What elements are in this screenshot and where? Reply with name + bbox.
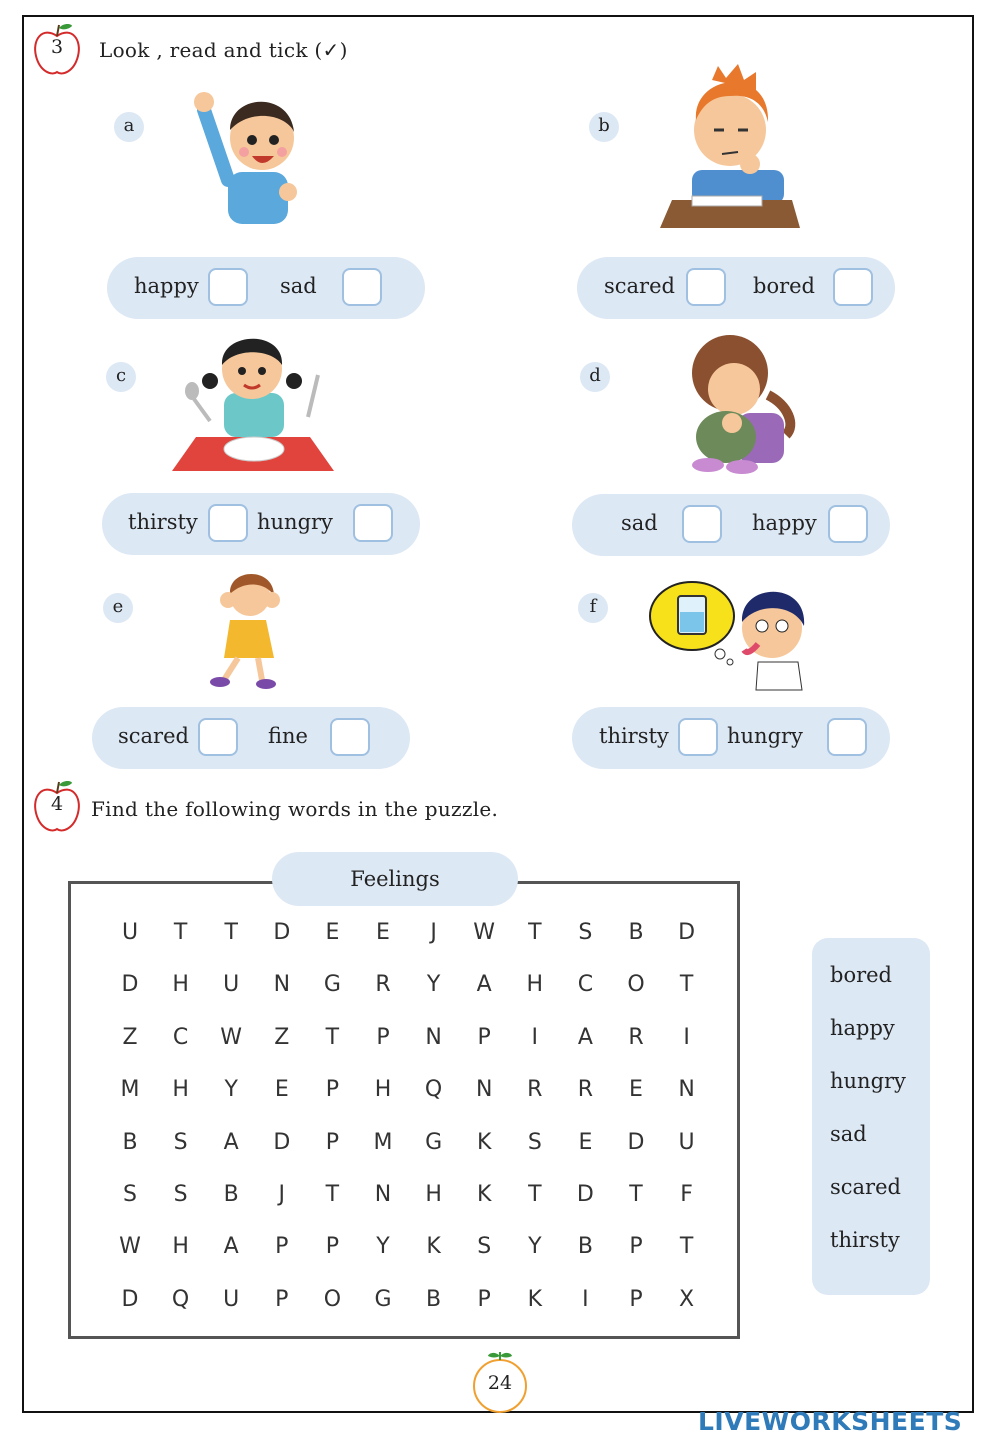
- grid-letter[interactable]: S: [578, 920, 593, 945]
- boy-cheering-image: [190, 80, 320, 232]
- grid-letter[interactable]: T: [528, 920, 542, 945]
- grid-letter[interactable]: N: [678, 1077, 695, 1103]
- grid-letter[interactable]: K: [476, 1129, 492, 1155]
- exercise-number: 4: [50, 793, 64, 815]
- grid-letter[interactable]: T: [325, 1024, 340, 1050]
- grid-letter[interactable]: E: [274, 1077, 289, 1103]
- tick-box-happy[interactable]: [828, 505, 868, 543]
- grid-letter[interactable]: N: [425, 1024, 442, 1050]
- grid-letter[interactable]: H: [425, 1182, 442, 1207]
- exercise-4-apple-icon: [32, 779, 82, 829]
- grid-letter[interactable]: N: [374, 1182, 392, 1207]
- option-word: happy: [134, 274, 199, 298]
- answer-pill-d: [572, 494, 890, 556]
- grid-letter[interactable]: N: [273, 972, 291, 998]
- word-search-grid: [68, 881, 740, 1339]
- grid-letter[interactable]: A: [476, 972, 492, 998]
- grid-letter[interactable]: S: [477, 1234, 492, 1260]
- grid-letter[interactable]: G: [374, 1286, 392, 1312]
- grid-letter[interactable]: E: [376, 920, 390, 945]
- option-word: thirsty: [599, 724, 669, 748]
- grid-letter[interactable]: B: [223, 1182, 239, 1207]
- option-word: happy: [752, 511, 817, 535]
- grid-letter[interactable]: C: [577, 972, 594, 998]
- grid-letter[interactable]: Y: [426, 972, 441, 998]
- grid-letter[interactable]: T: [173, 920, 188, 945]
- grid-letter[interactable]: E: [325, 920, 340, 945]
- grid-letter[interactable]: W: [220, 1024, 243, 1050]
- grid-letter[interactable]: T: [679, 1234, 694, 1260]
- grid-letter[interactable]: M: [373, 1129, 393, 1155]
- grid-letter[interactable]: U: [121, 920, 139, 945]
- word-list-item: hungry: [830, 1069, 906, 1093]
- page-number: 24: [487, 1372, 513, 1394]
- item-letter-a: a: [114, 112, 144, 142]
- grid-letter[interactable]: A: [223, 1234, 239, 1260]
- grid-letter[interactable]: U: [678, 1129, 695, 1155]
- grid-letter[interactable]: F: [680, 1182, 693, 1207]
- brand-text: LIVEWORKSHEETS: [698, 1407, 963, 1436]
- tick-box-fine[interactable]: [330, 718, 370, 756]
- grid-letter[interactable]: R: [375, 972, 391, 998]
- grid-letter[interactable]: R: [577, 1077, 594, 1103]
- grid-letter[interactable]: M: [120, 1077, 140, 1103]
- grid-letter[interactable]: S: [527, 1129, 542, 1155]
- grid-letter[interactable]: H: [172, 1234, 189, 1260]
- grid-letter[interactable]: P: [325, 1234, 340, 1260]
- grid-letter[interactable]: D: [121, 972, 139, 998]
- exercise-number: 3: [50, 36, 64, 58]
- grid-letter[interactable]: K: [527, 1286, 543, 1312]
- grid-letter[interactable]: Y: [376, 1234, 390, 1260]
- grid-letter[interactable]: P: [629, 1286, 643, 1312]
- girl-sitting-sad-image: [678, 325, 804, 479]
- grid-letter[interactable]: H: [374, 1077, 392, 1103]
- tick-box-happy[interactable]: [208, 268, 248, 306]
- tick-box-sad[interactable]: [342, 268, 382, 306]
- word-list-item: thirsty: [830, 1228, 900, 1252]
- tick-box-bored[interactable]: [833, 268, 873, 306]
- grid-letter[interactable]: B: [628, 920, 644, 945]
- grid-letter[interactable]: Y: [224, 1077, 238, 1103]
- tick-box-hungry[interactable]: [827, 718, 867, 756]
- grid-letter[interactable]: R: [628, 1024, 644, 1050]
- option-word: hungry: [257, 510, 333, 534]
- grid-letter[interactable]: O: [323, 1286, 342, 1312]
- word-list: [812, 938, 930, 1295]
- grid-letter[interactable]: T: [629, 1182, 643, 1207]
- grid-letter[interactable]: D: [627, 1129, 645, 1155]
- grid-letter[interactable]: K: [476, 1182, 492, 1207]
- grid-letter[interactable]: P: [275, 1286, 289, 1312]
- answer-pill-a: [107, 257, 425, 319]
- grid-letter[interactable]: D: [678, 920, 696, 945]
- grid-letter[interactable]: H: [526, 972, 544, 998]
- grid-letter[interactable]: T: [325, 1182, 340, 1207]
- grid-letter[interactable]: C: [172, 1024, 189, 1050]
- girl-covering-ears-scared-image: [204, 568, 288, 694]
- grid-letter[interactable]: T: [528, 1182, 542, 1207]
- grid-letter[interactable]: D: [576, 1182, 594, 1207]
- grid-letter[interactable]: D: [273, 1129, 291, 1155]
- grid-letter[interactable]: G: [323, 972, 341, 998]
- tick-box-scared[interactable]: [198, 718, 238, 756]
- answer-pill-c: [102, 493, 420, 555]
- item-letter-d: d: [580, 362, 610, 392]
- grid-letter[interactable]: S: [173, 1129, 188, 1155]
- grid-letter[interactable]: A: [223, 1129, 239, 1155]
- grid-letter[interactable]: Z: [122, 1024, 138, 1050]
- grid-letter[interactable]: A: [577, 1024, 593, 1050]
- answer-pill-e: [92, 707, 410, 769]
- grid-letter[interactable]: H: [172, 1077, 189, 1103]
- option-word: sad: [280, 274, 317, 298]
- page-number-badge: [472, 1352, 528, 1412]
- option-word: thirsty: [128, 510, 198, 534]
- item-letter-e: e: [103, 593, 133, 623]
- grid-letter[interactable]: U: [223, 1286, 240, 1312]
- grid-letter[interactable]: T: [679, 972, 694, 998]
- word-search-title: Feelings: [272, 852, 518, 906]
- exercise-4-instruction: Find the following words in the puzzle.: [91, 797, 499, 821]
- grid-letter[interactable]: S: [123, 1182, 137, 1207]
- grid-letter[interactable]: P: [275, 1234, 289, 1260]
- grid-letter[interactable]: W: [119, 1234, 141, 1260]
- option-word: fine: [268, 724, 308, 748]
- grid-letter[interactable]: Z: [274, 1024, 290, 1050]
- grid-letter[interactable]: I: [683, 1024, 690, 1050]
- grid-letter[interactable]: P: [477, 1024, 491, 1050]
- item-letter-c: c: [106, 362, 136, 392]
- exercise-3-apple-icon: [32, 22, 82, 72]
- grid-letter[interactable]: B: [426, 1286, 442, 1312]
- word-list-item: happy: [830, 1016, 895, 1040]
- tick-box-sad[interactable]: [682, 505, 722, 543]
- option-word: scared: [118, 724, 189, 748]
- option-word: sad: [621, 511, 658, 535]
- grid-letter[interactable]: H: [172, 972, 189, 998]
- grid-letter[interactable]: Y: [528, 1234, 542, 1260]
- exercise-3-instruction: Look , read and tick (✓): [99, 38, 348, 62]
- option-word: scared: [604, 274, 675, 298]
- tick-box-hungry[interactable]: [353, 504, 393, 542]
- girl-with-spoon-and-fork-image: [172, 325, 334, 477]
- item-letter-b: b: [589, 112, 619, 142]
- liveworksheets-logo[interactable]: [698, 1407, 962, 1436]
- grid-letter[interactable]: Q: [171, 1286, 190, 1312]
- grid-letter[interactable]: I: [531, 1024, 539, 1050]
- option-word: hungry: [727, 724, 803, 748]
- grid-letter[interactable]: Q: [424, 1077, 443, 1103]
- grid-letter[interactable]: K: [426, 1234, 441, 1260]
- item-letter-f: f: [578, 593, 608, 623]
- grid-letter[interactable]: P: [629, 1234, 643, 1260]
- grid-letter[interactable]: D: [273, 920, 291, 945]
- option-word: bored: [753, 274, 815, 298]
- boy-thinking-of-water-image: [648, 578, 810, 698]
- tick-box-scared[interactable]: [686, 268, 726, 306]
- grid-letter[interactable]: D: [121, 1286, 139, 1312]
- boy-bored-at-desk-image: [652, 64, 802, 234]
- grid-letter[interactable]: S: [173, 1182, 188, 1207]
- grid-letter[interactable]: P: [477, 1286, 491, 1312]
- grid-letter[interactable]: P: [376, 1024, 390, 1050]
- grid-letter[interactable]: B: [122, 1129, 138, 1155]
- grid-letter[interactable]: T: [224, 920, 238, 945]
- word-list-item: sad: [830, 1122, 867, 1146]
- tick-box-thirsty[interactable]: [208, 504, 248, 542]
- grid-letter[interactable]: J: [430, 920, 437, 945]
- grid-letter[interactable]: P: [325, 1077, 340, 1103]
- grid-letter[interactable]: W: [473, 920, 496, 945]
- grid-letter[interactable]: E: [578, 1129, 593, 1155]
- grid-letter[interactable]: J: [278, 1182, 286, 1207]
- grid-letter[interactable]: U: [223, 972, 240, 998]
- grid-letter[interactable]: X: [679, 1286, 695, 1312]
- grid-letter[interactable]: N: [475, 1077, 493, 1103]
- grid-letter[interactable]: I: [582, 1286, 589, 1312]
- grid-letter[interactable]: P: [325, 1129, 340, 1155]
- grid-letter[interactable]: R: [527, 1077, 543, 1103]
- word-list-item: scared: [830, 1175, 901, 1199]
- answer-pill-b: [577, 257, 895, 319]
- grid-letter[interactable]: E: [629, 1077, 643, 1103]
- answer-pill-f: [572, 707, 890, 769]
- grid-letter[interactable]: G: [425, 1129, 443, 1155]
- grid-letter[interactable]: B: [577, 1234, 593, 1260]
- tick-box-thirsty[interactable]: [678, 718, 718, 756]
- grid-letter[interactable]: O: [627, 972, 645, 998]
- word-list-item: bored: [830, 963, 892, 987]
